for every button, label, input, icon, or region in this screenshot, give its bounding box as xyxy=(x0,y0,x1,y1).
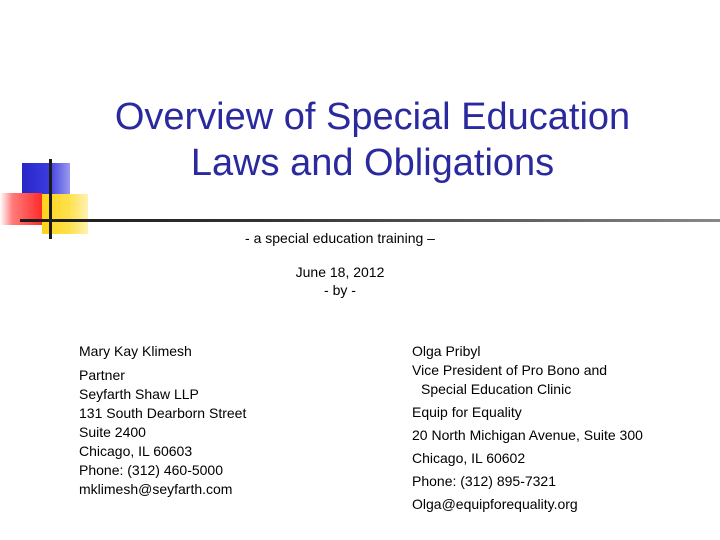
presenter-right-street: 20 North Michigan Avenue, Suite 300 xyxy=(412,427,643,443)
presenter-right-name: Olga Pribyl xyxy=(412,343,481,359)
date-block xyxy=(140,263,540,299)
presentation-date: June 18, 2012 xyxy=(295,264,385,280)
presenter-right xyxy=(412,342,643,518)
by-label: - by - xyxy=(324,282,356,298)
presenter-right-org: Equip for Equality xyxy=(412,404,522,420)
slide-title xyxy=(0,95,720,186)
presenter-left-email: mklimesh@seyfarth.com xyxy=(79,481,233,497)
presenter-right-title-1: Vice President of Pro Bono and xyxy=(412,362,608,378)
presenter-right-email: Olga@equipforequality.org xyxy=(412,496,578,512)
presenter-left xyxy=(79,342,246,499)
presenter-left-firm: Seyfarth Shaw LLP xyxy=(79,386,199,402)
presenter-right-title-2: Special Education Clinic xyxy=(421,381,572,397)
presenter-right-city: Chicago, IL 60602 xyxy=(412,450,526,466)
title-line-1: Overview of Special Education xyxy=(114,96,631,138)
title-line-2: Laws and Obligations xyxy=(190,141,555,184)
slide-subtitle: - a special education training – xyxy=(245,230,435,246)
presenter-left-city: Chicago, IL 60603 xyxy=(79,443,193,459)
presenter-left-street: 131 South Dearborn Street xyxy=(79,405,247,421)
presenter-right-phone: Phone: (312) 895-7321 xyxy=(412,473,556,489)
presenter-left-title: Partner xyxy=(79,367,125,383)
presenter-left-name: Mary Kay Klimesh xyxy=(79,343,192,359)
title-divider-line xyxy=(20,219,720,222)
presenter-left-phone: Phone: (312) 460-5000 xyxy=(79,462,223,478)
presenter-left-suite: Suite 2400 xyxy=(79,424,146,440)
